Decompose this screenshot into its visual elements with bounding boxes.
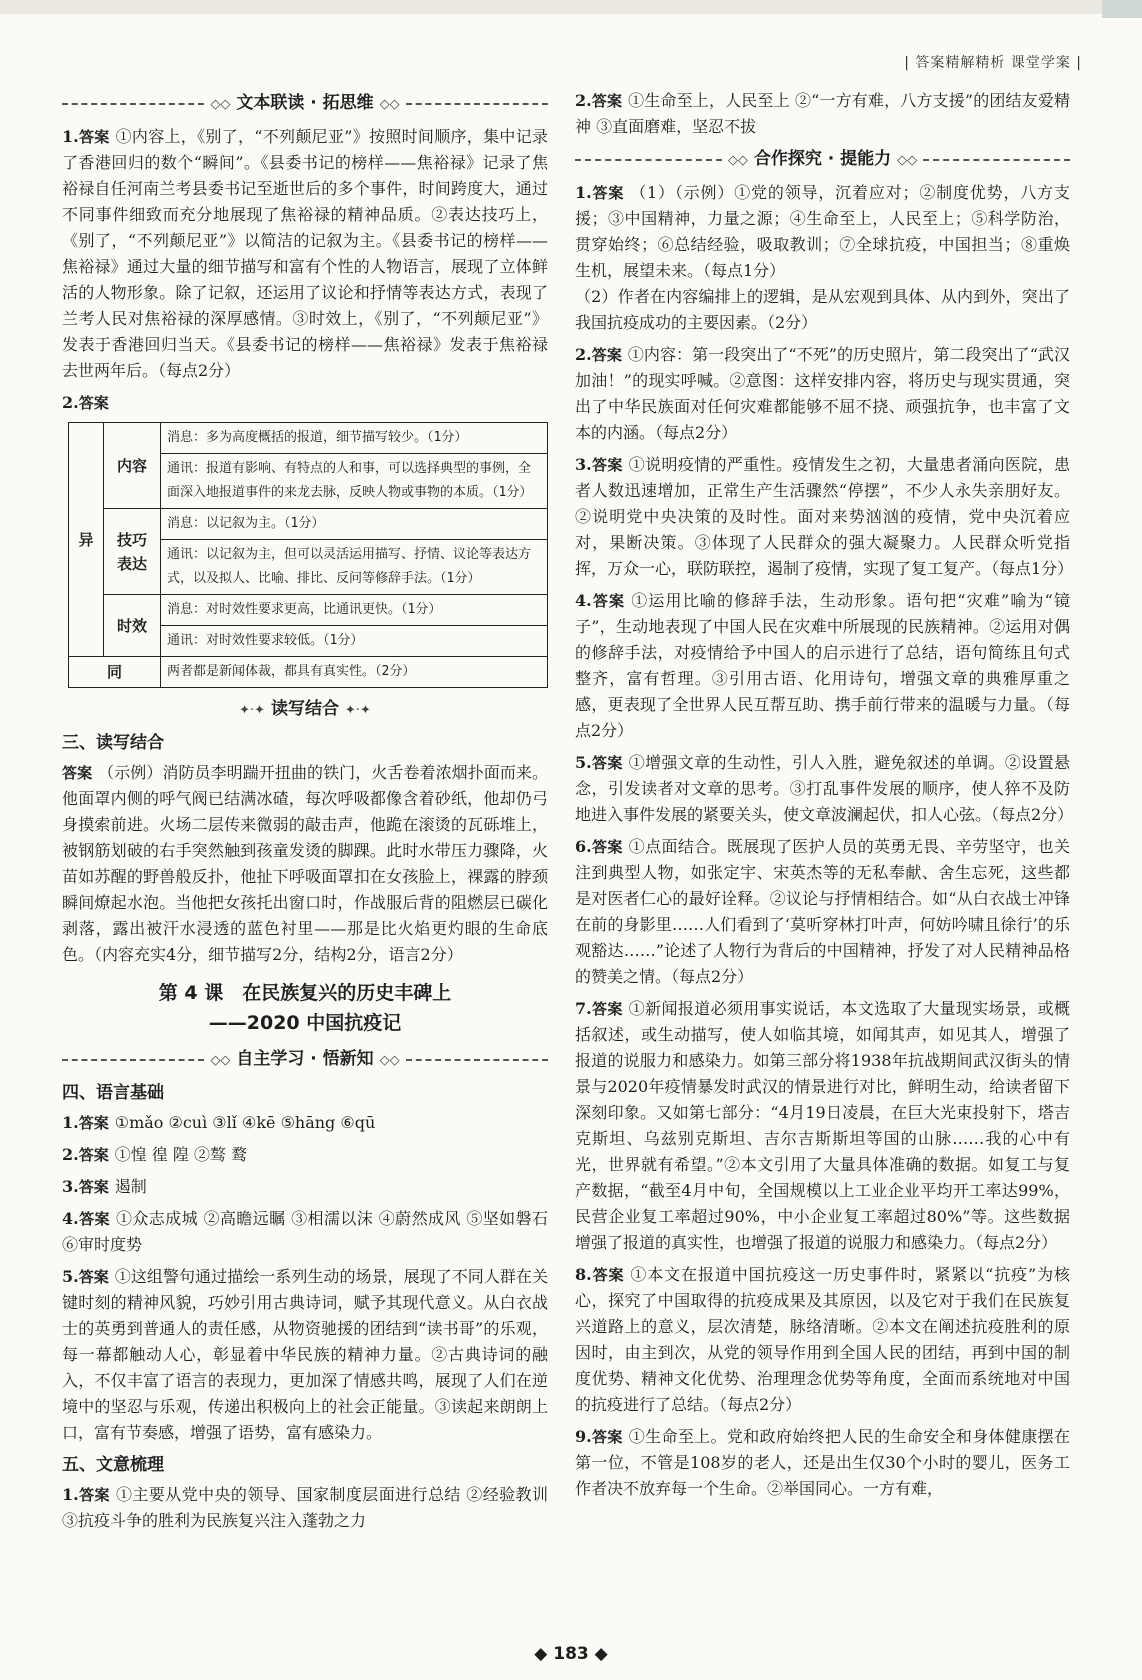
answer-1: 1.答案 ①内容上，《别了，“不列颠尼亚”》按照时间顺序，集中记录了香港回归的数个“瞬间”。《县委书记的榜样——焦裕禄》记录了焦裕禄自任河南兰考县委书记至逝世后的多个事件，时间跨度大，通过不同事件细致而充分地展现了焦裕禄的精神品质。②表达技巧上，《别了，“不列颠尼亚”》以简洁的记叙为主。《县委书记的榜样——焦裕禄》通过大量的细节描写和富有个性的人物语言，展现了立体鲜活的人物形象。除了记叙，还运用了议论和抒情等表达方式，表现了兰考人民对焦裕禄的深厚感情。③时效上，《别了，“不列颠尼亚”》发表于香港回归当天。《县委书记的榜样——焦裕禄》发表于焦裕禄去世两年后。（每点2分）	[62, 127, 548, 380]
corner-tab	[1102, 0, 1142, 18]
section-title: 文本联读 · 拓思维	[236, 93, 374, 113]
answer-lb-4: 4.答案 ①众志成城 ②高瞻远瞩 ③相濡以沫 ④蔚然成风 ⑤坚如磐石 ⑥审时度势	[62, 1209, 548, 1254]
answer-h-9: 9.答案 ①生命至上。党和政府始终把人民的生命安全和身体健康摆在第一位，不管是108岁的老人，还是出生仅30个小时的婴儿，医务工作者决不放弃每一个生命。②举国同心。一方有难，	[575, 1427, 1070, 1498]
answer-h-4: 4.答案 ①运用比喻的修辞手法，生动形象。语句把“灾难”喻为“镜子”，生动地表现了中国人民在灾难中所展现的民族精神。②运用对偶的修辞手法，对疫情给予中国人的启示进行了总结，语句简练且句式整齐，富有哲理。③引用古语、化用诗句，增强文章的典雅厚重之感，更表现了全世界人民互帮互助、携手前行带来的温暖与力量。（每点2分）	[575, 591, 1070, 740]
answer-h-5: 5.答案 ①增强文章的生动性，引人入胜，避免叙述的单调。②设置悬念，引发读者对文章的思考。③打乱事件发展的顺序，使人猝不及防地进入事件发展的紧要关头，使文章波澜起伏，扣人心弦。（每点2分）	[575, 753, 1074, 824]
answer-h-2: 2.答案 ①内容：第一段突出了“不死”的历史照片，第二段突出了“武汉加油！”的现实呼喊。②意图：这样安排内容，将历史与现实贯通，突出了中华民族面对任何灾难都能够不屈不挠、顽强抗争，也丰富了文本的内涵。（每点2分）	[575, 345, 1070, 442]
answer-h-1: 1.答案 （1）（示例）①党的领导，沉着应对；②制度优势，八方支援；③中国精神，力量之源；④生命至上，人民至上；⑤科学防治，贯穿始终；⑥总结经验，吸取教训；⑦全球抗疫，中国担当；⑧重焕生机，展望未来。（每点1分） （2）作者在内容编排上的逻辑，是从宏观到具体、从内到外，突出了我国抗疫成功的主要因素。（2分）	[575, 183, 1070, 332]
top-strip	[0, 0, 1142, 14]
section-header-text-reading: ◇◇ 文本联读 · 拓思维 ◇◇	[62, 90, 548, 118]
comparison-table: 异 内容 消息：多为高度概括的报道，细节描写较少。（1分） 通讯：报道有影响、有特点的人和事，可以选择典型的事例，全面深入地报道事件的来龙去脉，反映人物或事物的本质。（1分） 技巧表达 消息：以记叙为主。（1分） 通讯：以记叙为主，但可以灵活运用描写、抒情、议论等表达方式，以及拟人、比喻、排比、反问等修辞手法。（1分） 时效 消息：对时效性要求更高，比通讯更快。（1分） 通讯：对时效性要求较低。（1分） 同 两者都是新闻体裁，都具有真实性。（2分）	[68, 422, 548, 688]
answer-lb-2: 2.答案 ①惶 徨 隍 ②骜 鹜	[62, 1145, 248, 1164]
running-header: | 答案精解精析 课堂学案 |	[904, 55, 1082, 71]
answer-h-8: 8.答案 ①本文在报道中国抗疫这一历史事件时，紧紧以“抗疫”为核心，探究了中国取得的抗疫成果及其原因，以及它对于我们在民族复兴道路上的意义，层次清楚，脉络清晰。②本文在阐述抗疫胜利的原因时，由主到次，从党的领导作用到全国人民的团结，再到中国的制度优势、精神文化优势、治理理念优势等角度，全面而系统地对中国的抗疫进行了总结。（每点2分）	[575, 1265, 1070, 1414]
answer-lb-1: 1.答案 ①mǎo ②cuì ③lǐ ④kē ⑤hāng ⑥qū	[62, 1113, 376, 1132]
answer-wy-2: 2.答案 ①生命至上，人民至上 ②“一方有难，八方支援”的团结友爱精神 ③直面磨难，坚忍不拔	[575, 91, 1070, 136]
answer-h-3: 3.答案 ①说明疫情的严重性。疫情发生之初，大量患者涌向医院，患者人数迅速增加，正常生产生活骤然“停摆”，不少人永失亲朋好友。②说明党中央决策的及时性。面对来势汹汹的疫情，党中央沉着应对，果断决策。③体现了人民群众的强大凝聚力。人民群众听党指挥，万众一心，联防联控，遏制了疫情，实现了复工复产。（每点1分）	[575, 455, 1074, 578]
answer-2: 2.答案	[62, 393, 109, 412]
answer-read-write: 答案 （示例）消防员李明踹开扭曲的铁门，火舌卷着浓烟扑面而来。他面罩内侧的呼气阀已结满冰碴，每次呼吸都像含着砂纸，他却仍弓身摸索前进。火场二层传来微弱的敲击声，他跪在滚烫的瓦砾堆上，被钢筋划破的右手突然触到孩童发烫的脚踝。此时水带压力骤降，火苗如苏醒的野兽般反扑，他扯下呼吸面罩扣在女孩脸上，裸露的脖颈瞬间燎起水泡。当他把女孩托出窗口时，作战服后背的阻燃层已碳化剥落，露出被汗水浸透的蓝色衬里——那是比火焰更灼眼的生命底色。（内容充实4分，细节描写2分，结构2分，语言2分）	[62, 763, 548, 964]
heading-language-basics: 四、语言基础	[62, 1083, 164, 1103]
answer-h-6: 6.答案 ①点面结合。既展现了医护人员的英勇无畏、辛劳坚守，也关注到典型人物，如张定宇、宋英杰等的无私奉献、舍生忘死，这些都是对医者仁心的最好诠释。②议论与抒情相结合。如“从白衣战士冲锋在前的身影里……人们看到了‘莫听穿林打叶声，何妨吟啸且徐行’的乐观豁达……”论述了人物行为背后的中国精神，抒发了对人民精神品格的赞美之情。（每点2分）	[575, 837, 1070, 986]
heading-read-write: 三、读写结合	[62, 733, 164, 753]
section-header-read-write: ✦·✦ 读写结合 ✦·✦	[239, 699, 371, 719]
heading-text-outline: 五、文意梳理	[62, 1455, 164, 1475]
answer-h-7: 7.答案 ①新闻报道必须用事实说话，本文选取了大量现实场景，或概括叙述，或生动描写，使人如临其境，如闻其声，如见其人，增强了报道的说服力和感染力。如第三部分将1938年抗战期间武汉街头的情景与2020年疫情暴发时武汉的情景进行对比，鲜明生动，给读者留下深刻印象。又如第七部分：“4月19日凌晨，在巨大光束投射下，塔吉克斯坦、乌兹别克斯坦、吉尔吉斯斯坦等国的山脉……我的心中有光，世界就有希望。”②本文引用了大量具体准确的数据。如复工与复产数据，“截至4月中旬，全国规模以上工业企业平均开工率达99%，民营企业复工率超过90%，中小企业复工率超过80%”等。这些数据增强了报道的真实性，也增强了报道的说服力和感染力。（每点2分）	[575, 999, 1070, 1252]
lesson-title: 第 4 课 在民族复兴的历史丰碑上 ——2020 中国抗疫记	[158, 982, 452, 1034]
left-column	[62, 88, 548, 1540]
section-header-cooperation: ◇◇ 合作探究 · 提能力 ◇◇	[575, 146, 1070, 174]
right-column	[575, 88, 1074, 1508]
answer-wy-1: 1.答案 ①主要从党中央的领导、国家制度层面进行总结 ②经验教训 ③抗疫斗争的胜利为民族复兴注入蓬勃之力	[62, 1485, 548, 1530]
answer-lb-5: 5.答案 ①这组警句通过描绘一系列生动的场景，展现了不同人群在关键时刻的精神风貌，巧妙引用古典诗词，赋予其现代意义。从白衣战士的英勇到普通人的责任感，从物资驰援的团结到“读书哥”的乐观，每一幕都触动人心，彰显着中华民族的精神力量。②古典诗词的融入，不仅丰富了语言的表现力，更加深了情感共鸣，展现了人们在逆境中的坚忍与乐观，传递出积极向上的社会正能量。③读起来朗朗上口，富有节奏感，增强了语势，富有感染力。	[62, 1267, 548, 1442]
page-number: ◆ 183 ◆	[534, 1644, 608, 1664]
answer-lb-3: 3.答案 遏制	[62, 1177, 147, 1196]
section-header-self-study: ◇◇ 自主学习 · 悟新知 ◇◇	[62, 1046, 548, 1074]
